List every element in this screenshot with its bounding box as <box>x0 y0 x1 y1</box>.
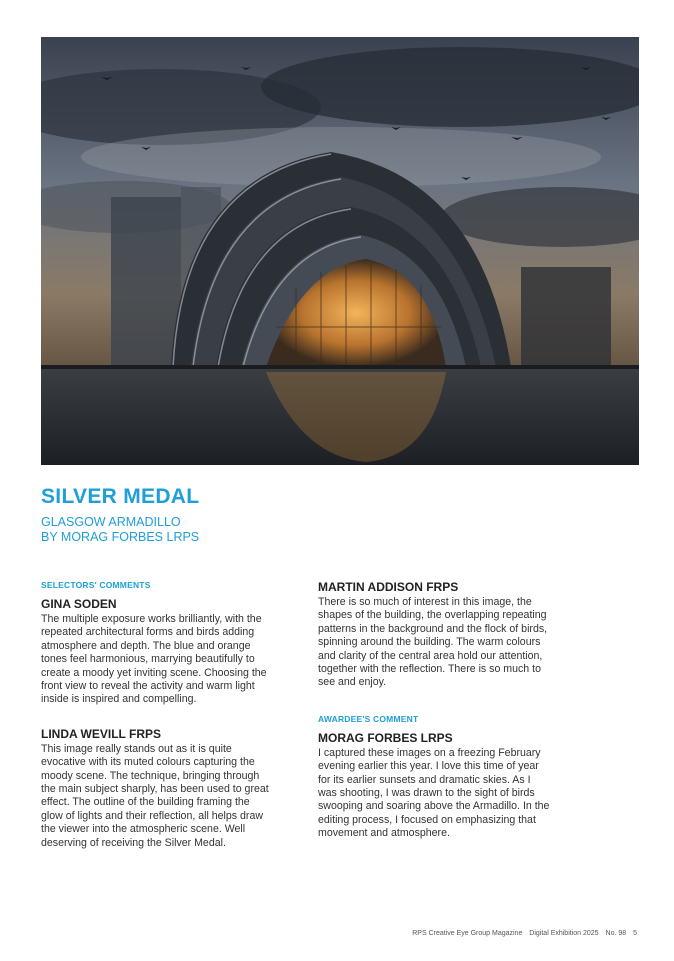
footer-issue: No. 98 <box>605 930 627 937</box>
page-footer <box>407 930 637 937</box>
image-title: GLASGOW ARMADILLO <box>41 515 181 529</box>
selector-name: LINDA WEVILL FRPS <box>41 726 161 741</box>
photographer-byline: BY MORAG FORBES LRPS <box>41 530 200 544</box>
footer-magazine: RPS Creative Eye Group Magazine <box>412 930 523 937</box>
selector-name: MARTIN ADDISON FRPS <box>318 580 459 594</box>
selectors-comments-label: SELECTORS' COMMENTS <box>41 580 151 590</box>
armadillo-photograph <box>41 37 639 465</box>
footer-edition: Digital Exhibition 2025 <box>529 930 599 937</box>
image-subtitle <box>41 515 199 545</box>
awardee-comment-label: AWARDEE'S COMMENT <box>318 713 419 724</box>
awardee-name: MORAG FORBES LRPS <box>318 730 453 745</box>
selector-comment: The multiple exposure works brilliantly, with the repeated architectural forms and birds adding atmosphere and depth. The blue and orange tones feel harmonious, marrying beautifully to create a moody yet inviting scene. Choosing the front view to reveal the activity and warm light inside is inspired and compelling. <box>41 613 267 706</box>
right-comments-column <box>318 580 550 861</box>
awardee-comment: I captured these images on a freezing February evening earlier this year. I love this time of year for its earlier sunsets and dramatic skies. As I was shooting, I was drawn to the sight of birds swooping and soaring above the Armadillo. In the editing process, I focused on emphasizing that movement and atmosphere. <box>318 746 550 840</box>
selector-name: GINA SODEN <box>41 597 117 611</box>
selector-comment: This image really stands out as it is quite evocative with its muted colours capturing the moody scene. The technique, bringing through the main subject sharply, has been used to great effect. The outline of the building framing the glow of lights and their reflection, all helps draw the viewer into the atmospheric scene. Well deserving of receiving the Silver Medal. <box>41 742 269 849</box>
selectors-comments-column <box>41 580 273 870</box>
award-title: SILVER MEDAL <box>41 485 200 508</box>
selector-comment: There is so much of interest in this image, the shapes of the building, the overlapping repeating patterns in the background and the flock of birds, spinning around the building. The warm colours and clarity of the central area hold our attention, together with the reflection. There is so much to see and enjoy. <box>318 596 548 689</box>
page-number: 5 <box>633 930 637 937</box>
